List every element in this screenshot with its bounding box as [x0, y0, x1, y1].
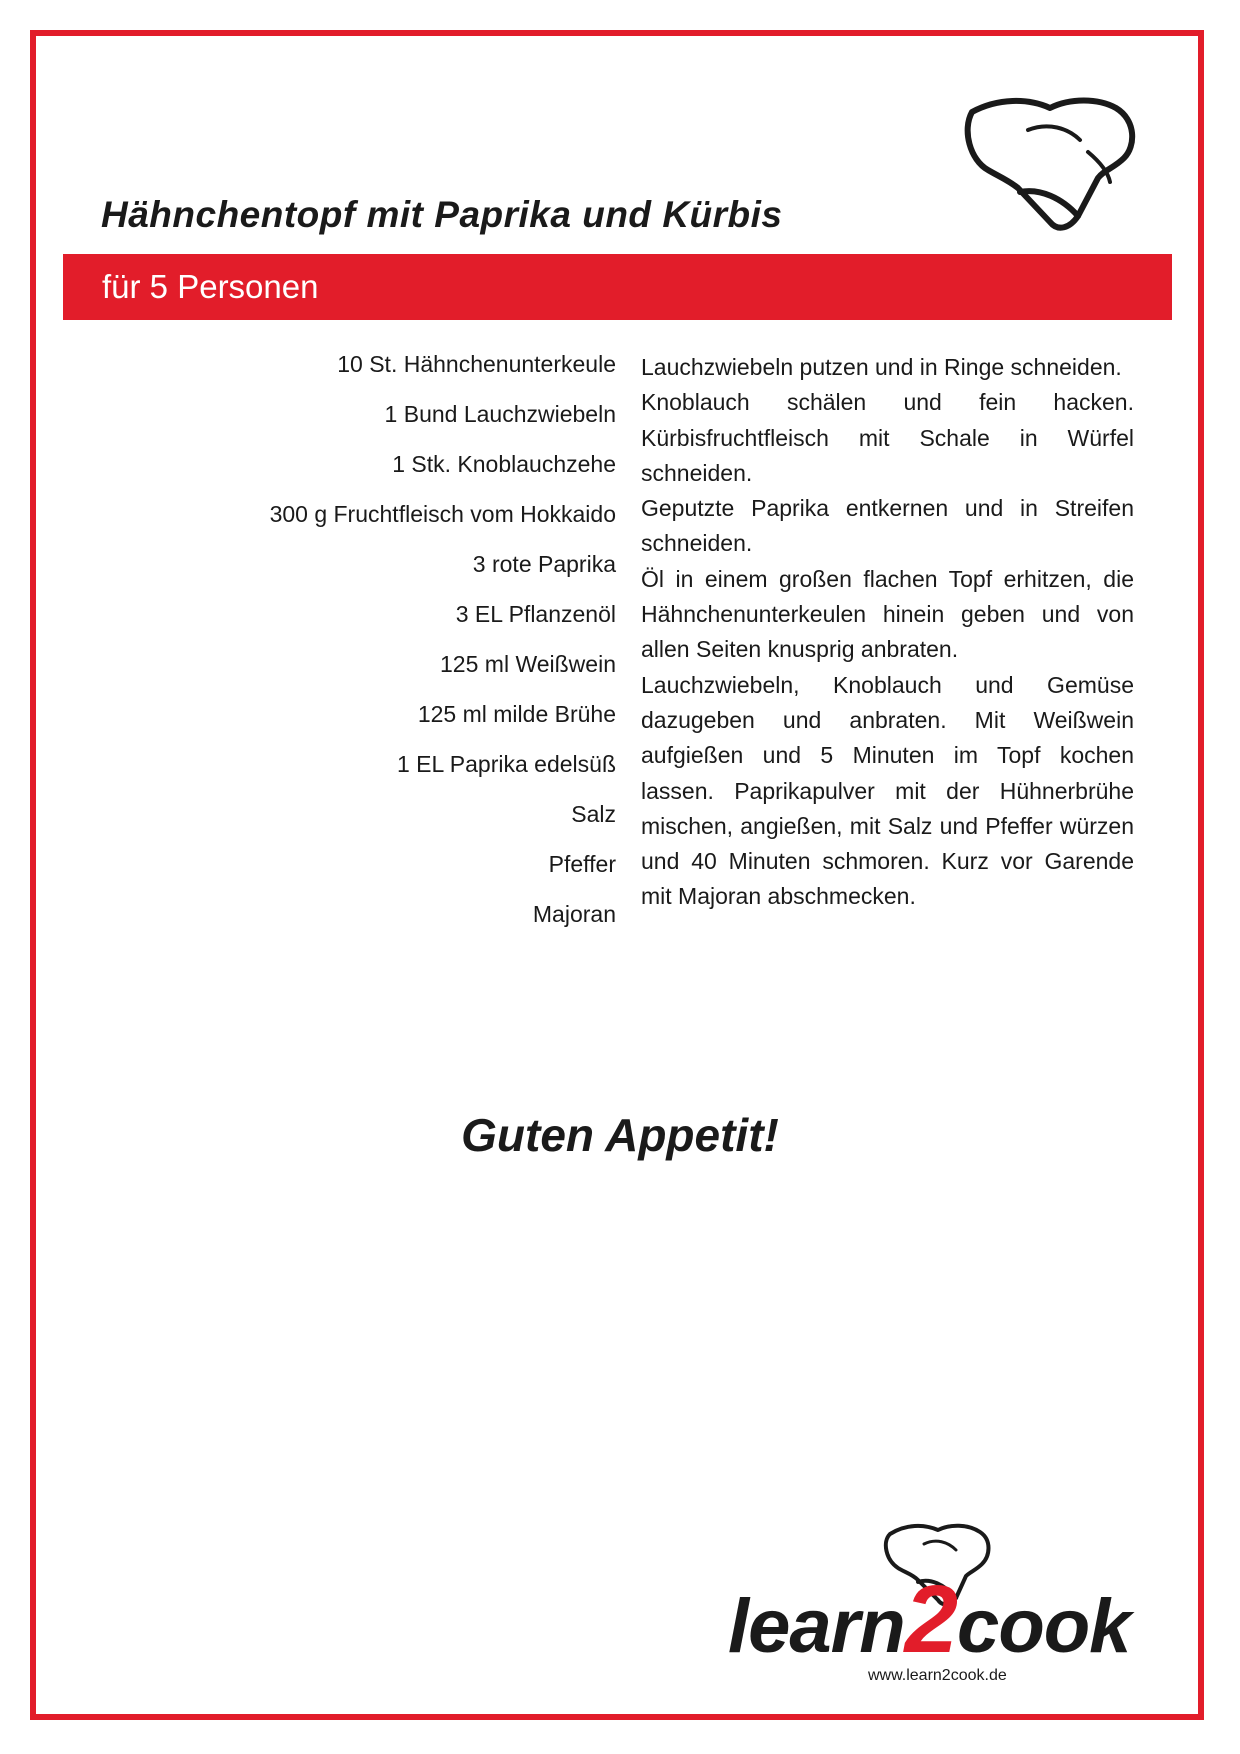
ingredient-item: 125 ml Weißwein	[440, 651, 616, 677]
ingredient-item: Majoran	[532, 901, 616, 927]
ingredient-item: 125 ml milde Brühe	[417, 701, 616, 727]
chef-hat-icon	[958, 92, 1138, 234]
ingredient-item: 10 St. Hähnchenunterkeule	[337, 351, 616, 377]
instructions	[641, 350, 1134, 915]
closing-text	[0, 1108, 1240, 1162]
ingredient-item: 3 rote Paprika	[472, 551, 616, 577]
logo-text-learn: learn	[728, 1584, 905, 1669]
ingredient-list	[200, 352, 616, 952]
ingredient-item: 1 Bund Lauchzwiebeln	[384, 401, 616, 427]
servings-banner	[63, 254, 1172, 320]
logo-wordmark	[728, 1566, 1131, 1673]
website-url[interactable]: www.learn2cook.de	[868, 1667, 1007, 1684]
ingredient-item: 300 g Fruchtfleisch vom Hokkaido	[269, 501, 616, 527]
logo-text-2: 2	[904, 1566, 958, 1673]
ingredient-item: 1 Stk. Knoblauchzehe	[392, 451, 616, 477]
ingredient-item: 1 EL Paprika edelsüß	[396, 751, 616, 777]
instruction-step: Lauchzwiebeln putzen und in Ringe schneiden.	[641, 354, 1122, 380]
learn2cook-logo[interactable]	[728, 1520, 1148, 1690]
instruction-step: Geputzte Paprika entkernen und in Streifen schneiden.	[641, 495, 1134, 557]
instruction-step: Öl in einem großen flachen Topf erhitzen, die Hähnchenunterkeulen hinein geben und von allen Seiten knusprig anbraten.	[641, 565, 1134, 663]
recipe-title: Hähnchentopf mit Paprika und Kürbis	[101, 194, 783, 235]
logo-text-cook: cook	[957, 1584, 1131, 1669]
ingredient-item: Salz	[571, 801, 616, 827]
ingredient-item: 3 EL Pflanzenöl	[455, 601, 616, 627]
instruction-step: Lauchzwiebeln, Knoblauch und Gemüse dazugeben und anbraten. Mit Weißwein aufgießen und 5 Minuten im Topf kochen lassen. Paprikapulver mit der Hühnerbrühe mischen, angießen, mit Salz und Pfeffer würzen und 40 Minuten schmoren. Kurz vor Garende mit Majoran abschmecken.	[641, 671, 1134, 910]
closing-label: Guten Appetit!	[461, 1109, 779, 1161]
servings-label: für 5 Personen	[102, 268, 319, 305]
instruction-step: Knoblauch schälen und fein hacken. Kürbisfruchtfleisch mit Schale in Würfel schneiden.	[641, 389, 1134, 486]
ingredient-item: Pfeffer	[548, 851, 616, 877]
